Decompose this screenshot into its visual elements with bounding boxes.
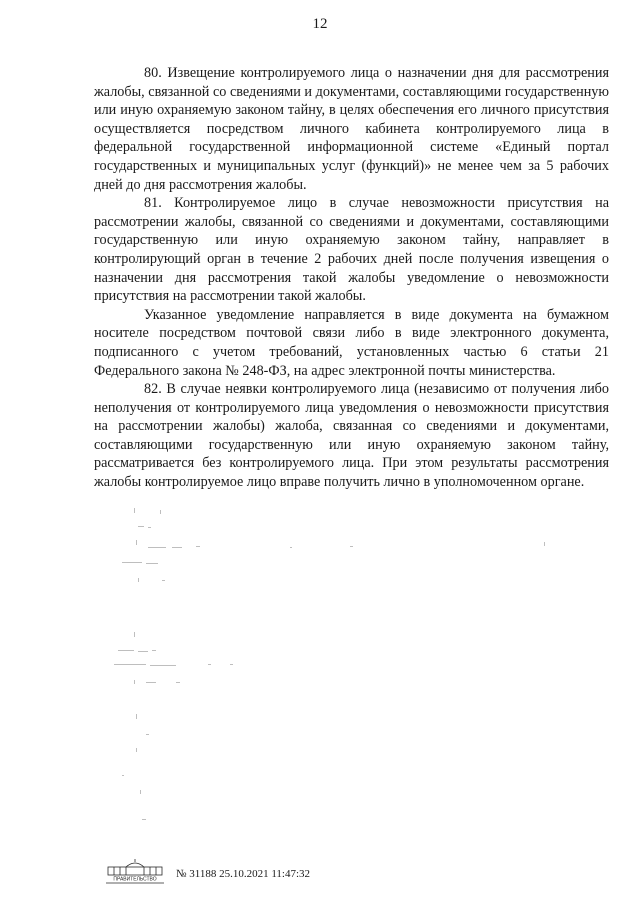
paragraph-notification: Указанное уведомление направляется в виде документа на бумажном носителе посредством почтовой связи либо в виде электронного документа, подписанного с учетом требований, установленных частью 6 статьи 21 Федерального закона № 248-ФЗ, на адрес электронной почты министерства. bbox=[94, 306, 609, 379]
paragraph-80: 80. Извещение контролируемого лица о назначении дня для рассмотрения жалобы, связанной со сведениями и документами, составляющими государственную или иную охраняемую законом тайну, в целях обеспечения его личного присутствия осуществляется посредством личного кабинета контролируемого лица в федеральной государственной информационной системе «Единый портал государственных и муниципальных услуг (функций)» не менее чем за 5 рабочих дней до дня рассмотрения жалобы. bbox=[94, 65, 609, 193]
registration-number: № 31188 25.10.2021 11:47:32 bbox=[176, 868, 311, 880]
government-stamp-logo bbox=[104, 858, 166, 884]
stamp-text: ПРАВИТЕЛЬСТВО bbox=[113, 876, 157, 883]
document-body bbox=[94, 64, 609, 492]
paragraph-81: 81. Контролируемое лицо в случае невозможности присутствия на рассмотрении жалобы, связанной со сведениями и документами, составляющими государственную или иную охраняемую законом тайну, направляет в контролирующий орган в течение 2 рабочих дней после получения извещения о назначении дня рассмотрения такой жалобы уведомление о невозможности присутствия на рассмотрении такой жалобы. bbox=[94, 195, 609, 305]
page-number: 12 bbox=[312, 16, 328, 32]
paragraph-82: 82. В случае неявки контролируемого лица (независимо от получения либо неполучения от контролируемого лица уведомления о невозможности присутствия на рассмотрении жалобы) жалоба, связанная со сведениями и документами, составляющими государственную или иную охраняемую законом тайну, рассматривается без контролируемого лица. При этом результаты рассмотрения жалобы контролируемое лицо вправе получить лично в уполномоченном органе. bbox=[94, 381, 609, 491]
registration-footer bbox=[104, 858, 364, 888]
